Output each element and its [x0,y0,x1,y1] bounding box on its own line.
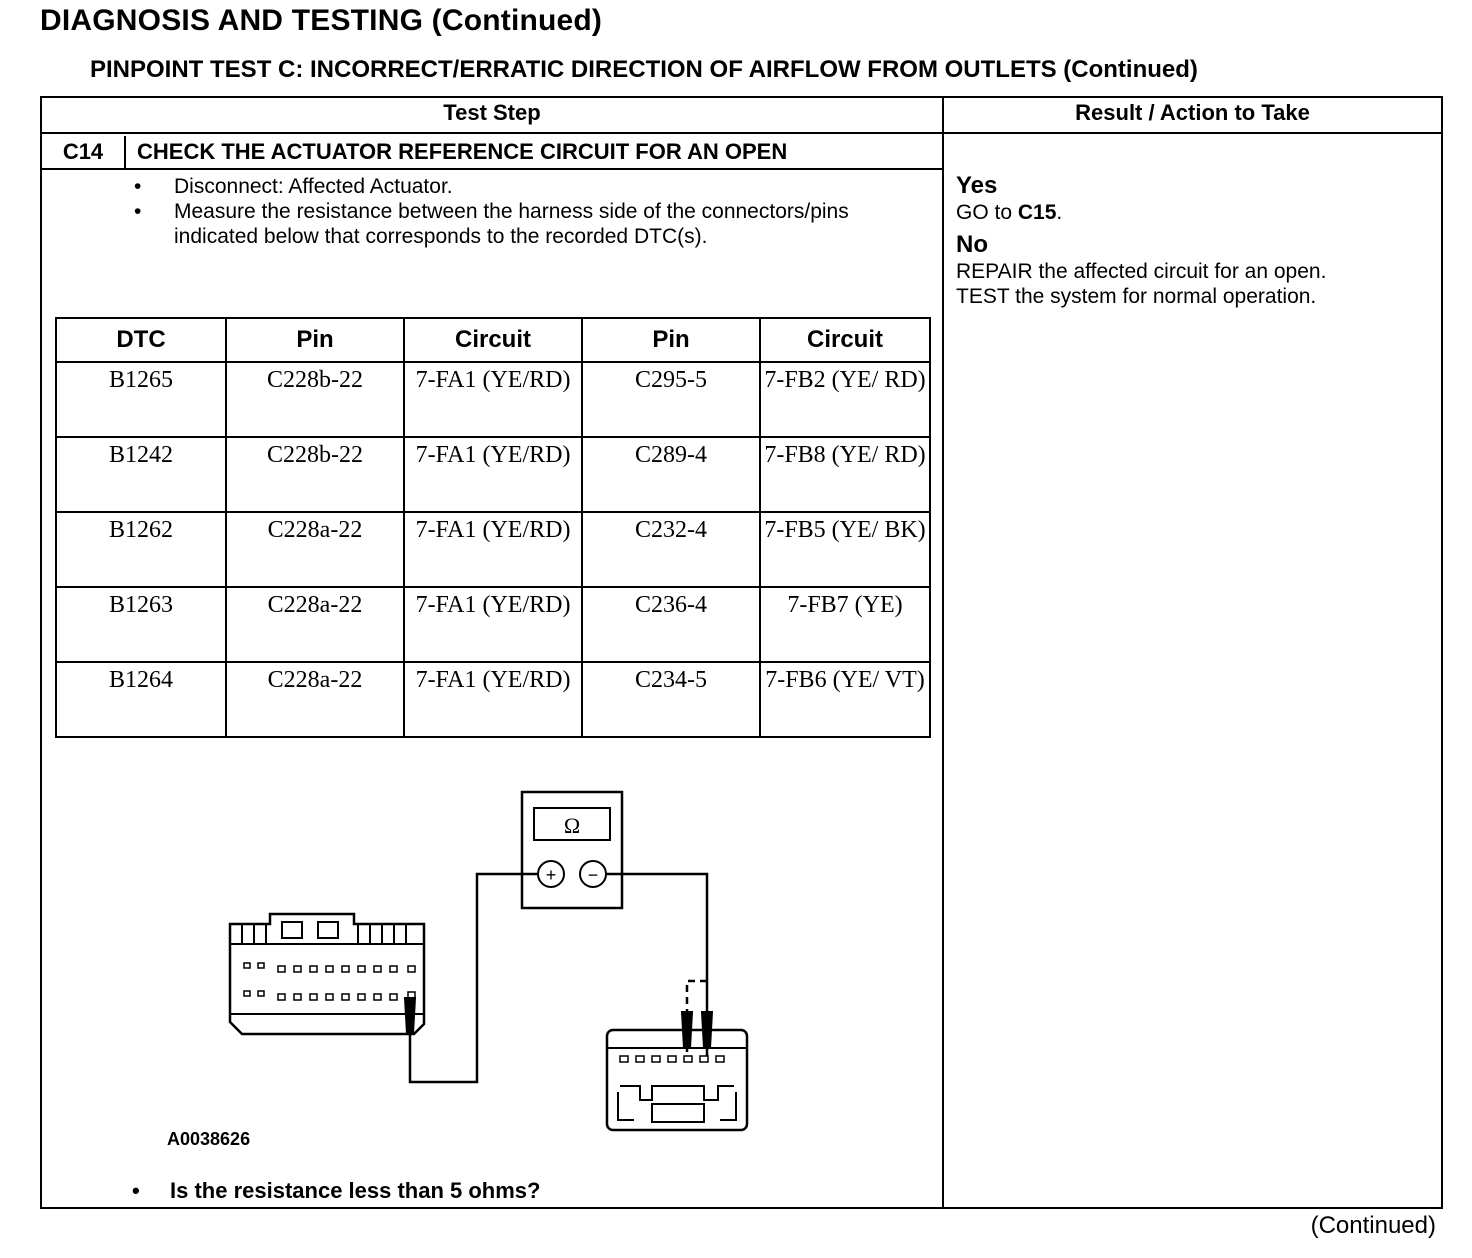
instruction-list [134,174,854,249]
continued-footer: (Continued) [1310,1212,1436,1239]
dtc-cell: B1242 [56,437,226,512]
pin-cell: C228a-22 [226,512,404,587]
instruction-item: • Disconnect: Affected Actuator. [134,174,854,199]
yes-label: Yes [956,172,998,199]
yes-action-target: C15 [1017,201,1057,224]
circuit-cell: 7-FB2 (YE/ RD) [760,362,930,437]
pin-cell: C232-4 [582,512,760,587]
header-circuit: Circuit [404,318,582,362]
yes-action [956,200,1436,225]
column-divider [942,98,944,1207]
table-row [56,362,930,437]
instruction-item: • Measure the resistance between the harness side of the connectors/pins indicated below that corresponds to the recorded DTC(s). [134,199,854,249]
pin-cell: C236-4 [582,587,760,662]
circuit-cell: 7-FB7 (YE) [760,587,930,662]
no-label: No [956,231,988,258]
step-title: CHECK THE ACTUATOR REFERENCE CIRCUIT FOR AN OPEN [137,139,788,164]
yes-action-suffix: . [1056,201,1063,224]
table-row [56,512,930,587]
minus-terminal-icon: − [587,865,599,885]
positive-test-lead [410,874,538,1082]
module-connector [230,914,424,1034]
header-divider [42,132,1441,134]
pinpoint-test-title: PINPOINT TEST C: INCORRECT/ERRATIC DIRECTION OF AIRFLOW FROM OUTLETS (Continued) [90,56,1198,83]
resistance-measurement-diagram [182,786,802,1146]
ohm-symbol: Ω [563,813,581,838]
question-text: Is the resistance less than 5 ohms? [170,1178,541,1203]
dtc-cell: B1264 [56,662,226,737]
step-title-divider [42,168,942,170]
dtc-table-header-row [56,318,930,362]
probe-tip-icon [405,998,415,1034]
circuit-cell: 7-FB8 (YE/ RD) [760,437,930,512]
header-pin: Pin [226,318,404,362]
circuit-cell: 7-FB6 (YE/ VT) [760,662,930,737]
dtc-cell: B1262 [56,512,226,587]
circuit-cell: 7-FB5 (YE/ BK) [760,512,930,587]
circuit-cell: 7-FA1 (YE/RD) [404,437,582,512]
table-row [56,662,930,737]
ohmmeter [522,792,622,908]
step-id-divider [124,136,126,168]
test-step-column-header: Test Step [443,100,541,125]
circuit-cell: 7-FA1 (YE/RD) [404,512,582,587]
figure-id: A0038626 [167,1129,251,1149]
plus-terminal-icon: + [545,865,557,885]
actuator-connector [607,1030,747,1130]
header-pin: Pin [582,318,760,362]
pin-cell: C228a-22 [226,662,404,737]
pin-cell: C295-5 [582,362,760,437]
question-bullet: • [132,1178,140,1203]
page-title: DIAGNOSIS AND TESTING (Continued) [40,4,603,37]
header-circuit: Circuit [760,318,930,362]
result-action-panel [956,172,1436,315]
yes-action-prefix: GO to [956,201,1018,224]
test-table-frame [40,96,1443,1209]
no-action-repair: REPAIR the affected circuit for an open. [956,260,1327,283]
pin-cell: C228b-22 [226,437,404,512]
pin-cell: C228b-22 [226,362,404,437]
result-column-header: Result / Action to Take [1075,100,1310,125]
no-action-test: TEST the system for normal operation. [956,285,1317,308]
table-row [56,587,930,662]
pin-cell: C289-4 [582,437,760,512]
pin-cell: C234-5 [582,662,760,737]
header-dtc: DTC [56,318,226,362]
dtc-cell: B1265 [56,362,226,437]
pin-cell: C228a-22 [226,587,404,662]
circuit-cell: 7-FA1 (YE/RD) [404,587,582,662]
no-result [956,231,1436,309]
circuit-cell: 7-FA1 (YE/RD) [404,362,582,437]
yes-result [956,172,1436,225]
table-row [56,437,930,512]
circuit-cell: 7-FA1 (YE/RD) [404,662,582,737]
dtc-pin-table [55,317,931,738]
dtc-cell: B1263 [56,587,226,662]
step-id: C14 [62,139,104,164]
